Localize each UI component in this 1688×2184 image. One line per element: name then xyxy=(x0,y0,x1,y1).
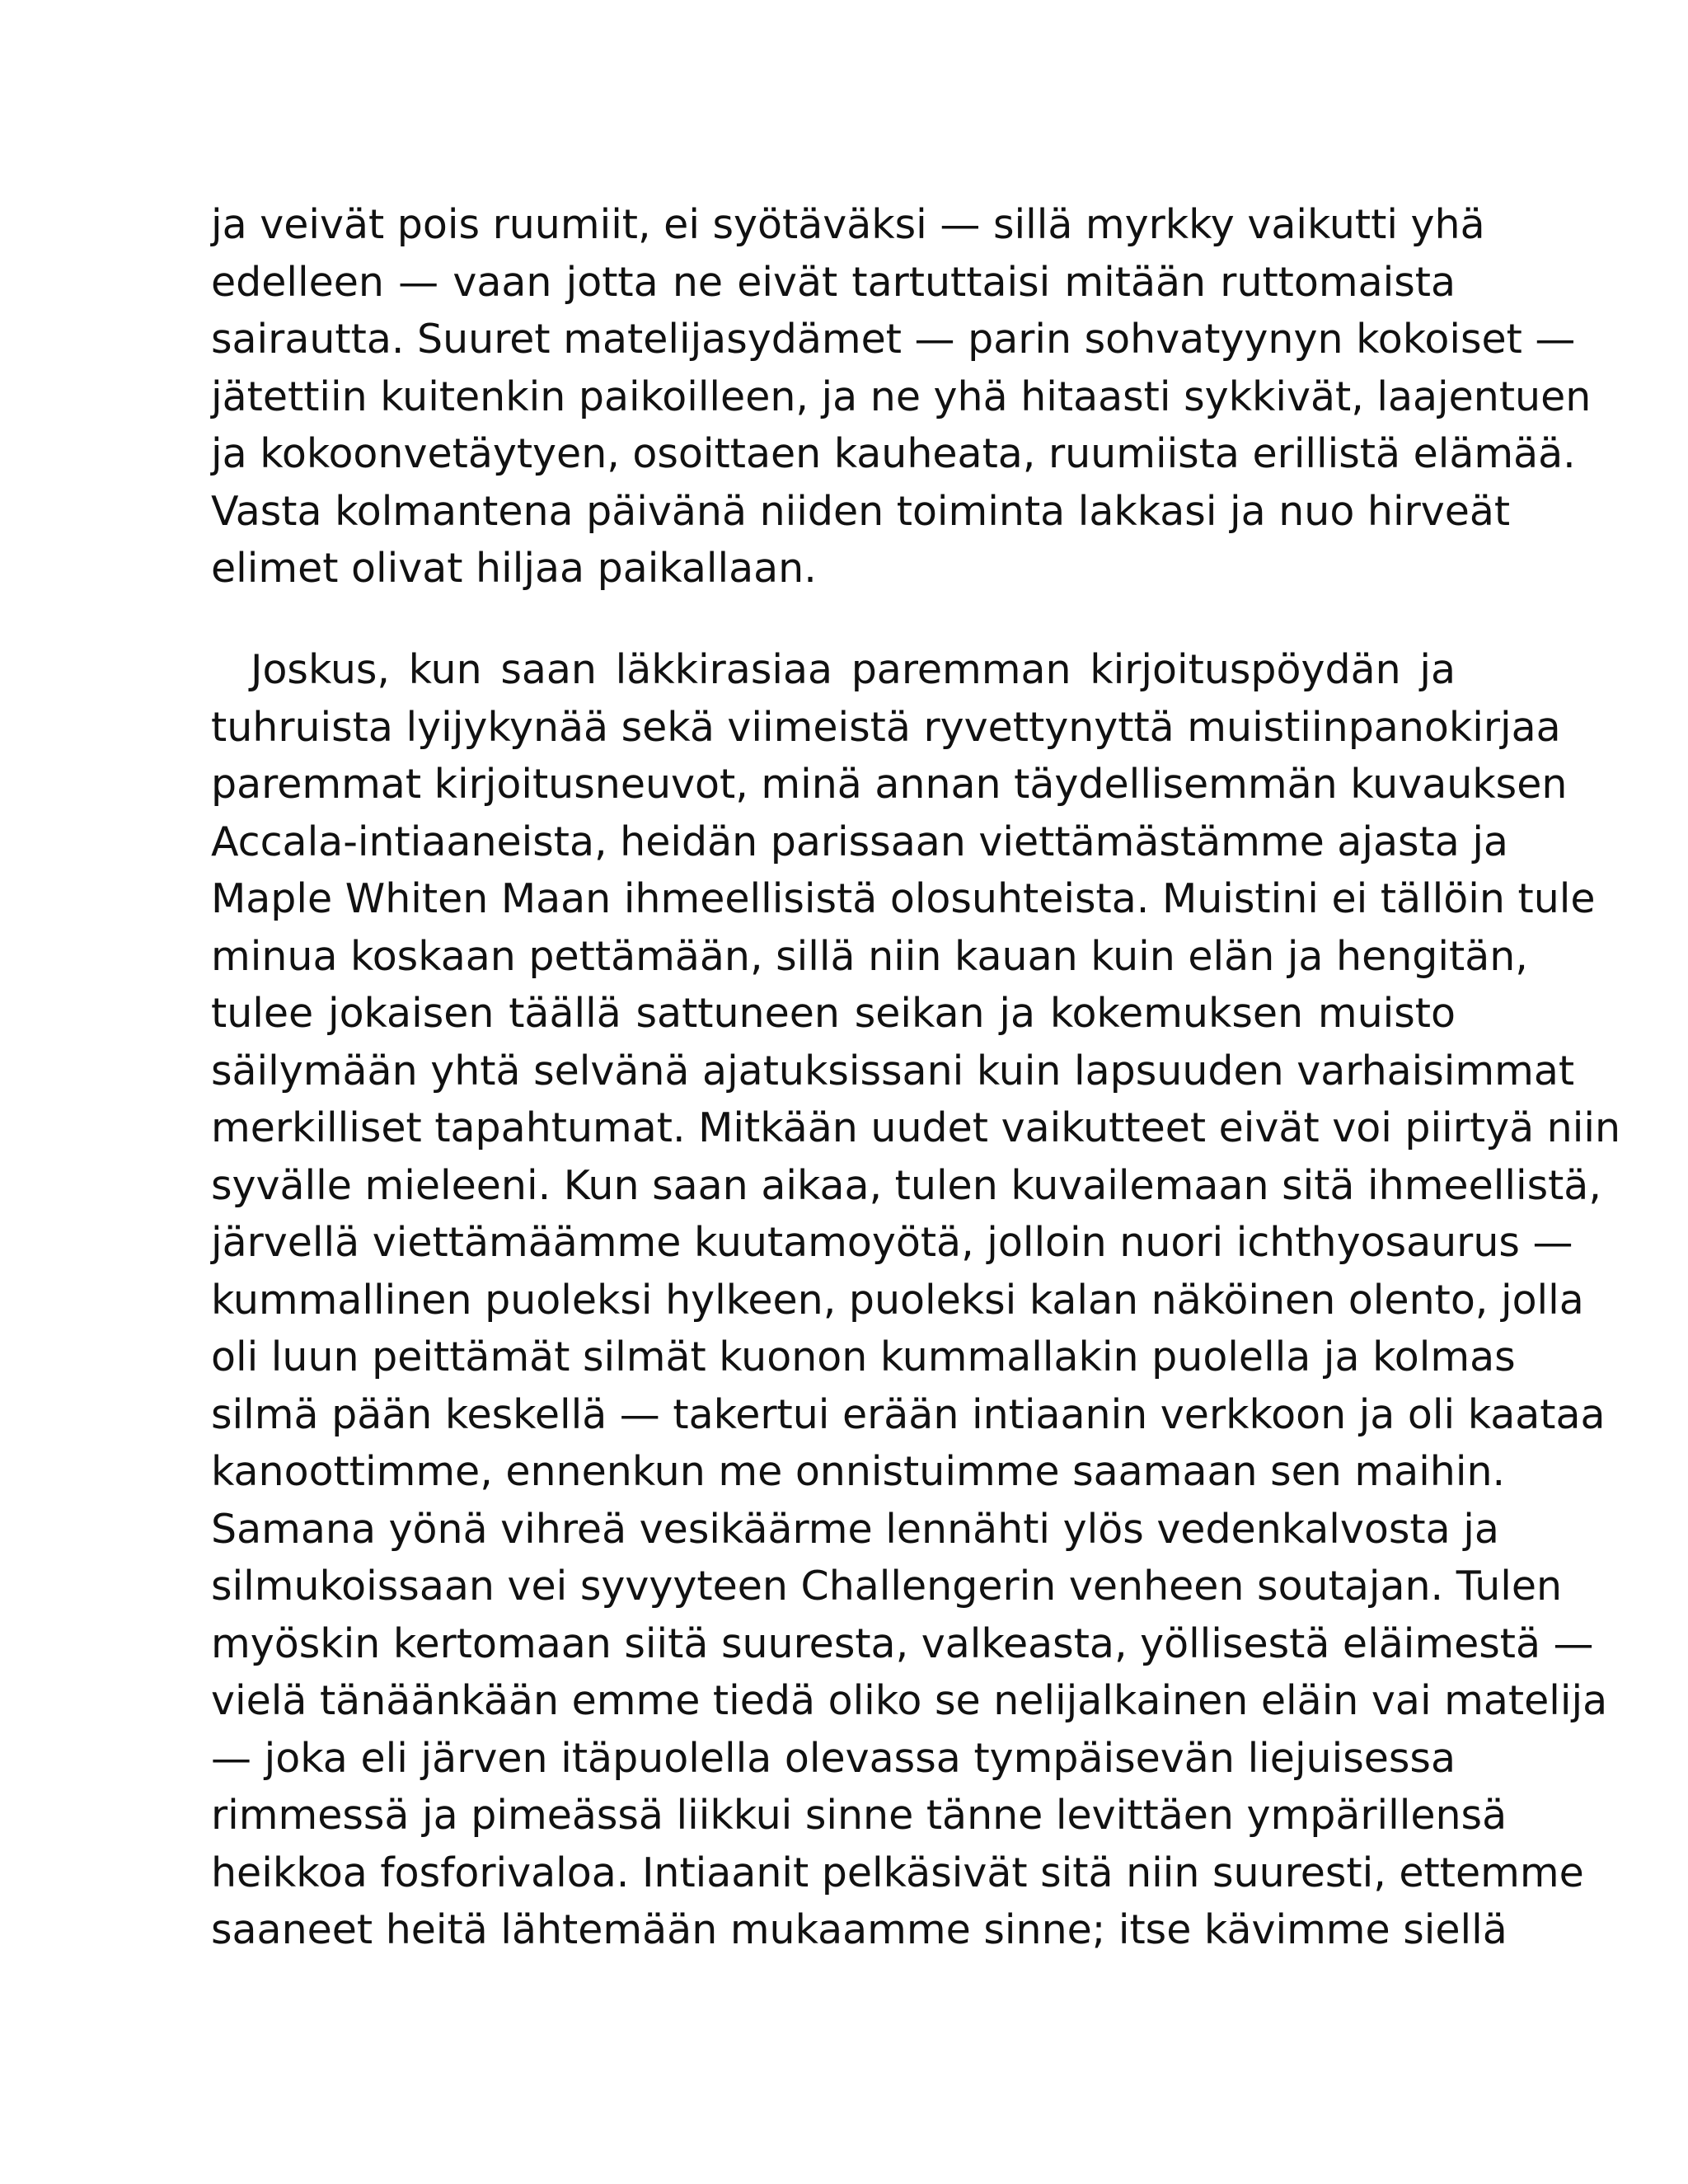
text-line: heikkoa fosforivaloa. Intiaanit pelkäsivät sitä niin suuresti, ettemme xyxy=(211,1849,1584,1896)
text-line: — joka eli järven itäpuolella olevassa tympäisevän liejuisessa xyxy=(211,1734,1456,1782)
text-line: elimet olivat hiljaa paikallaan. xyxy=(211,545,817,592)
text-line: silmukoissaan vei syvyyteen Challengerin venheen soutajan. Tulen xyxy=(211,1563,1563,1610)
text-line: kanoottimme, ennenkun me onnistuimme saamaan sen maihin. xyxy=(211,1448,1506,1495)
text-line: merkilliset tapahtumat. Mitkään uudet vaikutteet eivät voi piirtyä niin xyxy=(211,1104,1621,1151)
text-line: edelleen — vaan jotta ne eivät tartuttaisi mitään ruttomaista xyxy=(211,258,1456,306)
text-line: rimmessä ja pimeässä liikkui sinne tänne levittäen ympärillensä xyxy=(211,1792,1507,1839)
text-line: sairautta. Suuret matelijasydämet — parin sohvatyynyn kokoiset — xyxy=(211,316,1576,363)
text-line: kummallinen puoleksi hylkeen, puoleksi kalan näköinen olento, jolla xyxy=(211,1276,1584,1324)
text-line: Maple Whiten Maan ihmeellisistä olosuhteista. Muistini ei tällöin tule xyxy=(211,875,1596,922)
text-line: Samana yönä vihreä vesikäärme lennähti ylös vedenkalvosta ja xyxy=(211,1505,1499,1553)
text-line: minua koskaan pettämään, sillä niin kauan kuin elän ja hengitän, xyxy=(211,932,1528,980)
text-line: järvellä viettämäämme kuutamoyötä, jolloin nuori ichthyosaurus — xyxy=(211,1219,1573,1266)
text-line: Accala-intiaaneista, heidän parissaan viettämästämme ajasta ja xyxy=(211,818,1508,865)
text-line: paremmat kirjoitusneuvot, minä annan täydellisemmän kuvauksen xyxy=(211,761,1568,808)
text-line: jätettiin kuitenkin paikoilleen, ja ne yhä hitaasti sykkivät, laajentuen xyxy=(211,373,1592,420)
text-line: saaneet heitä lähtemään mukaamme sinne; itse kävimme siellä xyxy=(211,1906,1507,1953)
text-line: ja veivät pois ruumiit, ei syötäväksi — sillä myrkky vaikutti yhä xyxy=(211,201,1485,248)
text-line: Joskus, kun saan läkkirasiaa paremman kirjoituspöydän ja xyxy=(251,646,1456,693)
text-line: tuhruista lyijykynää sekä viimeistä ryvettynyttä muistiinpanokirjaa xyxy=(211,703,1561,751)
text-line: silmä pään keskellä — takertui erään intiaanin verkkoon ja oli kaataa xyxy=(211,1390,1606,1438)
text-line: ja kokoonvetäytyen, osoittaen kauheata, ruumiista erillistä elämää. xyxy=(211,430,1576,477)
text-line: syvälle mieleeni. Kun saan aikaa, tulen kuvailemaan sitä ihmeellistä, xyxy=(211,1161,1601,1209)
paragraph-1 xyxy=(211,196,1592,598)
text-line: tulee jokaisen täällä sattuneen seikan ja kokemuksen muisto xyxy=(211,990,1456,1037)
text-line: säilymään yhtä selvänä ajatuksissani kuin lapsuuden varhaisimmat xyxy=(211,1047,1575,1094)
text-line: Vasta kolmantena päivänä niiden toiminta lakkasi ja nuo hirveät xyxy=(211,487,1511,535)
text-line: oli luun peittämät silmät kuonon kummallakin puolella ja kolmas xyxy=(211,1333,1516,1380)
paragraph-2 xyxy=(211,641,1621,1959)
text-line: vielä tänäänkään emme tiedä oliko se nelijalkainen eläin vai matelija xyxy=(211,1677,1608,1724)
text-line: myöskin kertomaan siitä suuresta, valkeasta, yöllisestä eläimestä — xyxy=(211,1619,1594,1667)
